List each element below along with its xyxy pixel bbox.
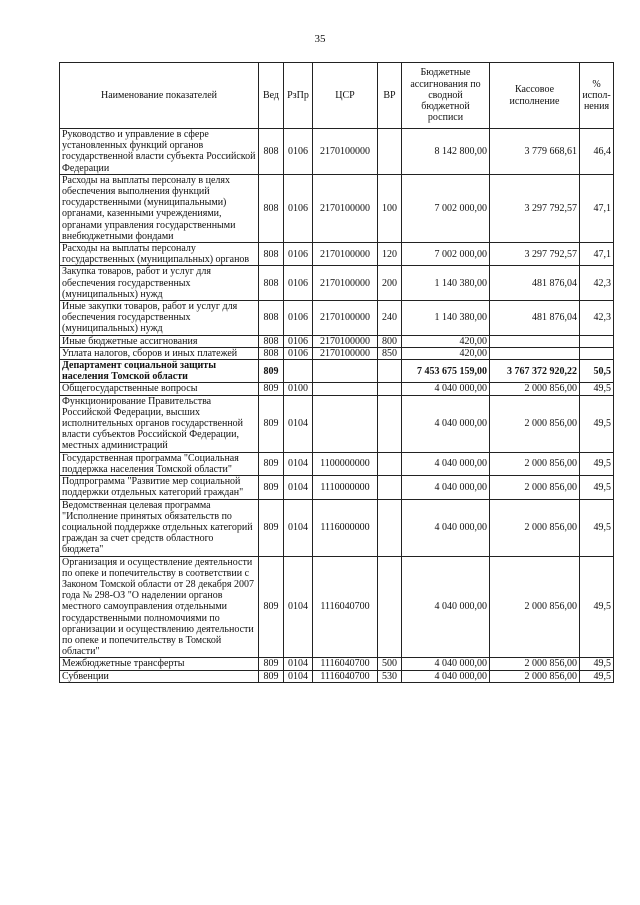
cell-percent: 49,5 [580, 452, 614, 475]
cell-budget: 420,00 [402, 347, 490, 359]
cell-ved: 809 [259, 395, 284, 452]
cell-percent: 47,1 [580, 243, 614, 266]
header-name: Наименование показателей [60, 63, 259, 129]
cell-percent: 49,5 [580, 476, 614, 499]
cell-rzpr [284, 360, 313, 383]
cell-csr: 2170100000 [313, 174, 378, 242]
table-row [60, 129, 614, 175]
table-row [60, 243, 614, 266]
cell-vr: 240 [378, 301, 402, 336]
cell-percent: 50,5 [580, 360, 614, 383]
cell-csr: 1100000000 [313, 452, 378, 475]
cell-ved: 808 [259, 266, 284, 301]
cell-ved: 809 [259, 499, 284, 556]
cell-budget: 7 002 000,00 [402, 174, 490, 242]
table-row [60, 360, 614, 383]
table-row [60, 670, 614, 682]
table-row [60, 335, 614, 347]
cell-ved: 808 [259, 301, 284, 336]
cell-percent: 46,4 [580, 129, 614, 175]
cell-percent: 49,5 [580, 499, 614, 556]
cell-cash: 481 876,04 [490, 301, 580, 336]
cell-rzpr: 0104 [284, 452, 313, 475]
cell-name: Закупка товаров, работ и услуг для обеспечения государственных (муниципальных) нужд [60, 266, 259, 301]
cell-budget: 4 040 000,00 [402, 670, 490, 682]
cell-vr: 530 [378, 670, 402, 682]
cell-rzpr: 0106 [284, 301, 313, 336]
table-row [60, 556, 614, 658]
header-cash: Кассовое исполнение [490, 63, 580, 129]
table-header-row [60, 63, 614, 129]
cell-cash: 2 000 856,00 [490, 499, 580, 556]
cell-vr [378, 556, 402, 658]
cell-csr: 1116040700 [313, 556, 378, 658]
cell-cash: 481 876,04 [490, 266, 580, 301]
header-ved: Вед [259, 63, 284, 129]
cell-vr: 200 [378, 266, 402, 301]
cell-name: Субвенции [60, 670, 259, 682]
cell-ved: 808 [259, 243, 284, 266]
cell-vr [378, 476, 402, 499]
cell-vr [378, 360, 402, 383]
cell-name: Общегосударственные вопросы [60, 383, 259, 395]
cell-name: Организация и осуществление деятельности по опеке и попечительству в соответствии с Законом Томской области от 28 декабря 2007 года № 298-ОЗ "О наделении органов местного самоуправления отдельными государственными полномочиями по организации и осуществлению деятельности по опеке и попечительству в Томской области" [60, 556, 259, 658]
cell-budget: 4 040 000,00 [402, 476, 490, 499]
table-row [60, 499, 614, 556]
cell-csr: 2170100000 [313, 243, 378, 266]
cell-vr: 800 [378, 335, 402, 347]
cell-ved: 809 [259, 670, 284, 682]
cell-name: Государственная программа "Социальная поддержка населения Томской области" [60, 452, 259, 475]
cell-budget: 1 140 380,00 [402, 266, 490, 301]
cell-name: Межбюджетные трансферты [60, 658, 259, 670]
cell-ved: 809 [259, 556, 284, 658]
header-budget: Бюджетные ассигнования по сводной бюджетной росписи [402, 63, 490, 129]
cell-name: Расходы на выплаты персоналу государственных (муниципальных) органов [60, 243, 259, 266]
cell-percent [580, 347, 614, 359]
cell-rzpr: 0104 [284, 670, 313, 682]
table-row [60, 395, 614, 452]
cell-name: Уплата налогов, сборов и иных платежей [60, 347, 259, 359]
cell-ved: 809 [259, 360, 284, 383]
cell-name: Подпрограмма "Развитие мер социальной поддержки отдельных категорий граждан" [60, 476, 259, 499]
table-row [60, 347, 614, 359]
cell-budget: 7 002 000,00 [402, 243, 490, 266]
cell-name: Иные закупки товаров, работ и услуг для обеспечения государственных (муниципальных) нужд [60, 301, 259, 336]
cell-vr [378, 129, 402, 175]
cell-rzpr: 0106 [284, 335, 313, 347]
cell-budget: 4 040 000,00 [402, 395, 490, 452]
cell-ved: 808 [259, 347, 284, 359]
header-csr: ЦСР [313, 63, 378, 129]
cell-csr: 1116040700 [313, 658, 378, 670]
cell-vr [378, 395, 402, 452]
cell-percent: 42,3 [580, 266, 614, 301]
table-row [60, 476, 614, 499]
cell-ved: 809 [259, 476, 284, 499]
page-number: 35 [314, 33, 326, 45]
budget-table [59, 62, 614, 683]
cell-vr [378, 452, 402, 475]
table-row [60, 301, 614, 336]
cell-percent: 47,1 [580, 174, 614, 242]
cell-csr [313, 360, 378, 383]
cell-cash: 3 297 792,57 [490, 243, 580, 266]
cell-percent [580, 335, 614, 347]
cell-csr: 2170100000 [313, 301, 378, 336]
cell-csr: 1110000000 [313, 476, 378, 499]
cell-budget: 4 040 000,00 [402, 452, 490, 475]
cell-cash: 2 000 856,00 [490, 395, 580, 452]
cell-budget: 420,00 [402, 335, 490, 347]
cell-csr: 2170100000 [313, 266, 378, 301]
cell-rzpr: 0106 [284, 243, 313, 266]
cell-csr: 2170100000 [313, 335, 378, 347]
cell-ved: 808 [259, 174, 284, 242]
cell-ved: 809 [259, 658, 284, 670]
table-row [60, 658, 614, 670]
cell-rzpr: 0104 [284, 499, 313, 556]
cell-name: Расходы на выплаты персоналу в целях обеспечения выполнения функций государственными (муниципальными) органами, казенными учреждениями, органами управления государственными внебюджетными фондами [60, 174, 259, 242]
cell-ved: 809 [259, 383, 284, 395]
cell-vr: 500 [378, 658, 402, 670]
cell-cash: 2 000 856,00 [490, 556, 580, 658]
cell-ved: 808 [259, 335, 284, 347]
cell-name: Департамент социальной защиты населения Томской области [60, 360, 259, 383]
table-row [60, 452, 614, 475]
cell-budget: 4 040 000,00 [402, 383, 490, 395]
cell-budget: 4 040 000,00 [402, 556, 490, 658]
cell-csr: 2170100000 [313, 129, 378, 175]
header-percent: % испол-нения [580, 63, 614, 129]
cell-csr [313, 395, 378, 452]
cell-budget: 1 140 380,00 [402, 301, 490, 336]
table-row [60, 174, 614, 242]
cell-vr [378, 383, 402, 395]
cell-rzpr: 0104 [284, 395, 313, 452]
header-rzpr: РзПр [284, 63, 313, 129]
cell-cash: 2 000 856,00 [490, 658, 580, 670]
header-vr: ВР [378, 63, 402, 129]
table-row [60, 383, 614, 395]
cell-cash [490, 347, 580, 359]
table-body [60, 129, 614, 683]
cell-budget: 4 040 000,00 [402, 658, 490, 670]
cell-cash: 3 767 372 920,22 [490, 360, 580, 383]
cell-name: Функционирование Правительства Российской Федерации, высших исполнительных органов государственной власти субъектов Российской Федерации, местных администраций [60, 395, 259, 452]
cell-percent: 49,5 [580, 556, 614, 658]
cell-rzpr: 0104 [284, 556, 313, 658]
cell-cash: 2 000 856,00 [490, 670, 580, 682]
cell-rzpr: 0104 [284, 658, 313, 670]
cell-vr: 100 [378, 174, 402, 242]
cell-vr: 120 [378, 243, 402, 266]
cell-rzpr: 0106 [284, 266, 313, 301]
cell-name: Руководство и управление в сфере установленных функций органов государственной власти субъекта Российской Федерации [60, 129, 259, 175]
cell-cash: 2 000 856,00 [490, 476, 580, 499]
cell-percent: 49,5 [580, 658, 614, 670]
cell-cash: 3 779 668,61 [490, 129, 580, 175]
cell-budget: 8 142 800,00 [402, 129, 490, 175]
cell-name: Ведомственная целевая программа "Исполнение принятых обязательств по социальной поддержке отдельных категорий граждан за счет средств областного бюджета" [60, 499, 259, 556]
cell-rzpr: 0106 [284, 129, 313, 175]
cell-budget: 7 453 675 159,00 [402, 360, 490, 383]
cell-csr [313, 383, 378, 395]
cell-rzpr: 0100 [284, 383, 313, 395]
cell-cash: 2 000 856,00 [490, 452, 580, 475]
cell-cash: 2 000 856,00 [490, 383, 580, 395]
cell-percent: 42,3 [580, 301, 614, 336]
cell-csr: 2170100000 [313, 347, 378, 359]
cell-budget: 4 040 000,00 [402, 499, 490, 556]
cell-name: Иные бюджетные ассигнования [60, 335, 259, 347]
table-row [60, 266, 614, 301]
cell-ved: 808 [259, 129, 284, 175]
cell-csr: 1116040700 [313, 670, 378, 682]
cell-cash: 3 297 792,57 [490, 174, 580, 242]
cell-cash [490, 335, 580, 347]
cell-rzpr: 0104 [284, 476, 313, 499]
cell-rzpr: 0106 [284, 347, 313, 359]
cell-percent: 49,5 [580, 395, 614, 452]
cell-ved: 809 [259, 452, 284, 475]
cell-vr [378, 499, 402, 556]
cell-rzpr: 0106 [284, 174, 313, 242]
cell-percent: 49,5 [580, 670, 614, 682]
cell-csr: 1116000000 [313, 499, 378, 556]
cell-vr: 850 [378, 347, 402, 359]
cell-percent: 49,5 [580, 383, 614, 395]
